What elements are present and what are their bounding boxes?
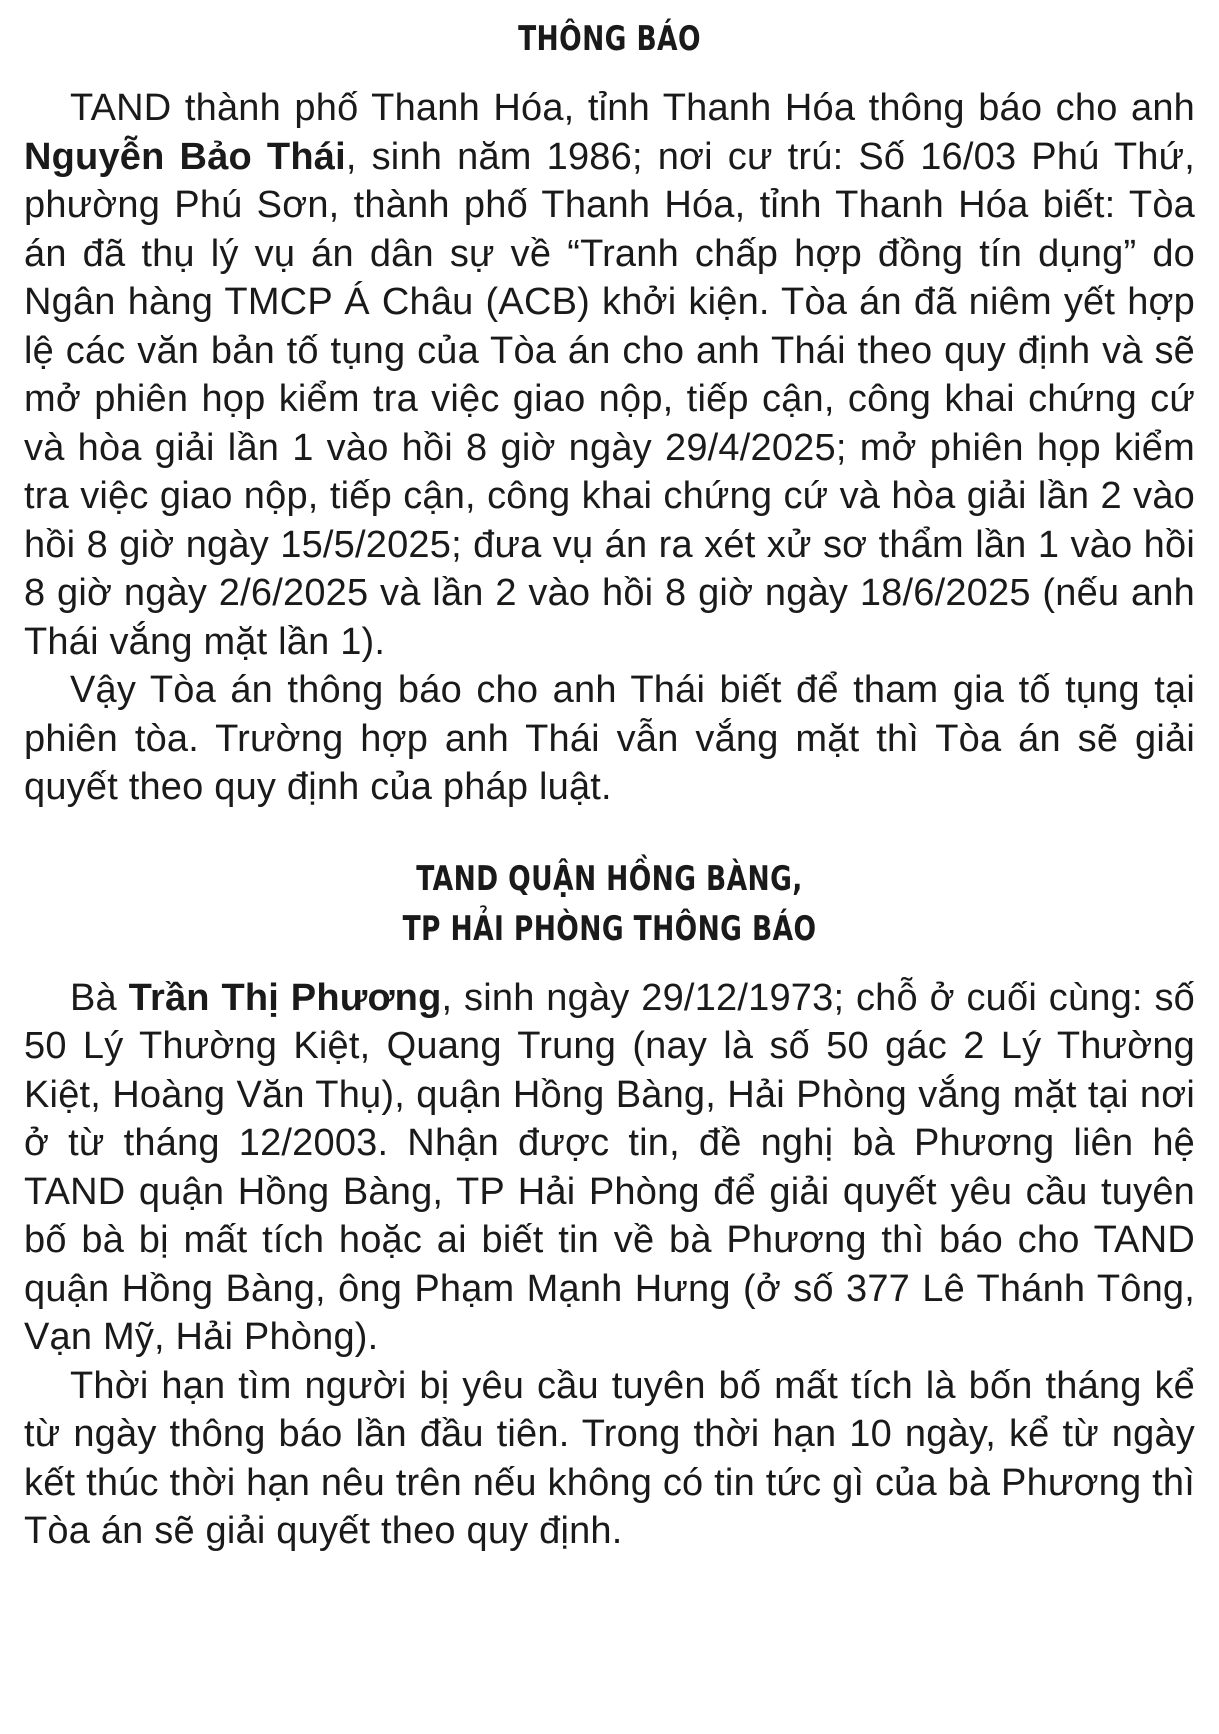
paragraph-text: , sinh năm 1986; nơi cư trú: Số 16/03 Phú Thứ, phường Phú Sơn, thành phố Thanh Hóa, tỉnh Thanh Hóa biết: Tòa án đã thụ lý vụ án dân sự về “Tranh chấp hợp đồng tín dụng” do Ngân hàng TMCP Á Châu (ACB) khởi kiện. Tòa án đã niêm yết hợp lệ các văn bản tố tụng của Tòa án cho anh Thái theo quy định và sẽ mở phiên họp kiểm tra việc giao nộp, tiếp cận, công khai chứng cứ và hòa giải lần 1 vào hồi 8 giờ ngày 29/4/2025; mở phiên họp kiểm tra việc giao nộp, tiếp cận, công khai chứng cứ và hòa giải lần 2 vào hồi 8 giờ ngày 15/5/2025; đưa vụ án ra xét xử sơ thẩm lần 1 vào hồi 8 giờ ngày 2/6/2025 và lần 2 vào hồi 8 giờ ngày 18/6/2025 (nếu anh Thái vắng mặt lần 1). (24, 135, 1195, 663)
notice-paragraph-2: Thời hạn tìm người bị yêu cầu tuyên bố mất tích là bốn tháng kể từ ngày thông báo lần đầu tiên. Trong thời hạn 10 ngày, kể từ ngày kết thúc thời hạn nêu trên nếu không có tin tức gì của bà Phương thì Tòa án sẽ giải quyết theo quy định. (24, 1364, 1195, 1552)
notice-paragraph-1 (24, 974, 1195, 1362)
paragraph-text: TAND thành phố Thanh Hóa, tỉnh Thanh Hóa thông báo cho anh (70, 87, 1195, 129)
paragraph-text: , sinh ngày 29/12/1973; chỗ ở cuối cùng: số 50 Lý Thường Kiệt, Quang Trung (nay là số 50 gác 2 Lý Thường Kiệt, Hoàng Văn Thụ), quận Hồng Bàng, Hải Phòng vắng mặt tại nơi ở từ tháng 12/2003. Nhận được tin, đề nghị bà Phương liên hệ TAND quận Hồng Bàng, TP Hải Phòng để giải quyết yêu cầu tuyên bố bà bị mất tích hoặc ai biết tin về bà Phương thì báo cho TAND quận Hồng Bàng, ông Phạm Mạnh Hưng (ở số 377 Lê Thánh Tông, Vạn Mỹ, Hải Phòng). (24, 976, 1196, 1358)
person-name: Trần Thị Phương (128, 976, 442, 1019)
notice-paragraph-1 (24, 84, 1195, 666)
paragraph-text: Bà (70, 976, 129, 1019)
notice-title: THÔNG BÁO (518, 19, 701, 59)
notice-hong-bang (24, 854, 1195, 1556)
notice-title-line-2: TP HẢI PHÒNG THÔNG BÁO (402, 908, 817, 949)
notice-title (153, 854, 1066, 954)
notice-thanh-hoa (24, 14, 1195, 812)
notice-paragraph-2: Vậy Tòa án thông báo cho anh Thái biết để tham gia tố tụng tại phiên tòa. Trường hợp anh Thái vẫn vắng mặt thì Tòa án sẽ giải quyết theo quy định của pháp luật. (24, 669, 1195, 808)
notice-title-line-1: TAND QUẬN HỒNG BÀNG, (416, 858, 803, 899)
person-name: Nguyễn Bảo Thái (24, 135, 346, 178)
